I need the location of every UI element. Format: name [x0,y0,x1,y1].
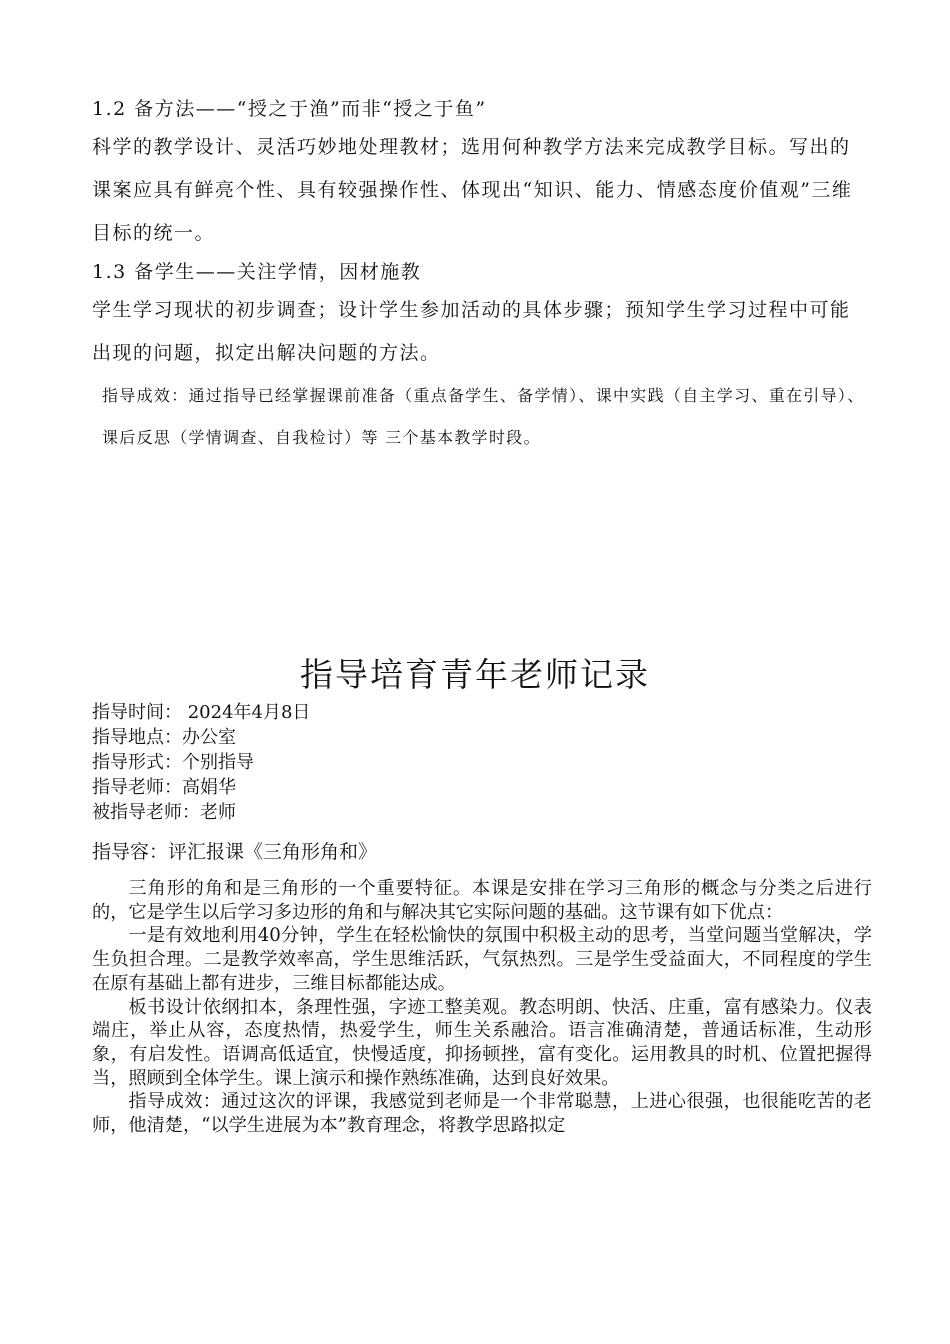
paragraph-1-3: 学生学习现状的初步调查；设计学生参加活动的具体步骤；预知学生学习过程中可能出现的问题，拟定出解决问题的方法。 [92,299,851,364]
review-paragraph: 指导成效：通过这次的评课，我感觉到老师是一个非常聪慧，上进心很强，也很能吃苦的老师，他清楚，“以学生进展为本”教育理念，将教学思路拟定 [92,1091,872,1137]
paragraph-1-2: 科学的教学设计、灵活巧妙地处理教材；选用何种教学方法来完成教学目标。写出的课案应具有鲜亮个性、具有较强操作性、体现出“知识、能力、情感态度价值观”三维目标的统一。 [92,136,853,244]
heading-1-2: 1.2 备方法——“授之于渔”而非“授之于鱼” [92,98,487,120]
trainee-teacher: 被指导老师：老师 [92,802,236,823]
review-paragraph: 一是有效地利用40分钟，学生在轻松愉快的氛围中积极主动的思考，当堂问题当堂解决，学生负担合理。二是教学效率高，学生思维活跃，气氛热烈。三是学生受益面大，不同程度的学生在原有基础上都有进步，三维目标都能达成。 [92,925,872,994]
guidance-teacher: 指导老师：高娟华 [92,777,236,798]
guidance-form: 指导形式：个别指导 [92,752,254,773]
review-paragraph: 三角形的角和是三角形的一个重要特征。本课是安排在学习三角形的概念与分类之后进行的，它是学生以后学习多边形的角和与解决其它实际问题的基础。这节课有如下优点： [92,878,872,923]
guidance-outcome-note: 指导成效：通过指导已经掌握课前准备（重点备学生、备学情）、课中实践（自主学习、重在引导）、课后反思（学情调查、自我检讨）等 三个基本教学时段。 [102,386,865,447]
record-title: 指导培育青年老师记录 [300,655,650,694]
lesson-prep-section [92,92,867,459]
guidance-content: 指导容：评汇报课《三角形角和》 [92,841,378,863]
guidance-place: 指导地点：办公室 [92,727,236,748]
heading-1-3: 1.3 备学生——关注学情，因材施教 [92,261,422,283]
review-paragraph: 板书设计依纲扣本，条理性强，字迹工整美观。教态明朗、快活、庄重，富有感染力。仪表端庄，举止从容，态度热情，热爱学生，师生关系融洽。语言准确清楚，普通话标准，生动形象，有启发性。语调高低适宜，快慢适度，抑扬顿挫，富有变化。运用教具的时机、位置把握得当，照顾到全体学生。课上演示和操作熟练准确，达到良好效果。 [92,996,872,1089]
review-body [92,877,872,1138]
guidance-record [92,700,872,1138]
guidance-time: 指导时间： 2024年4月8日 [92,702,311,723]
